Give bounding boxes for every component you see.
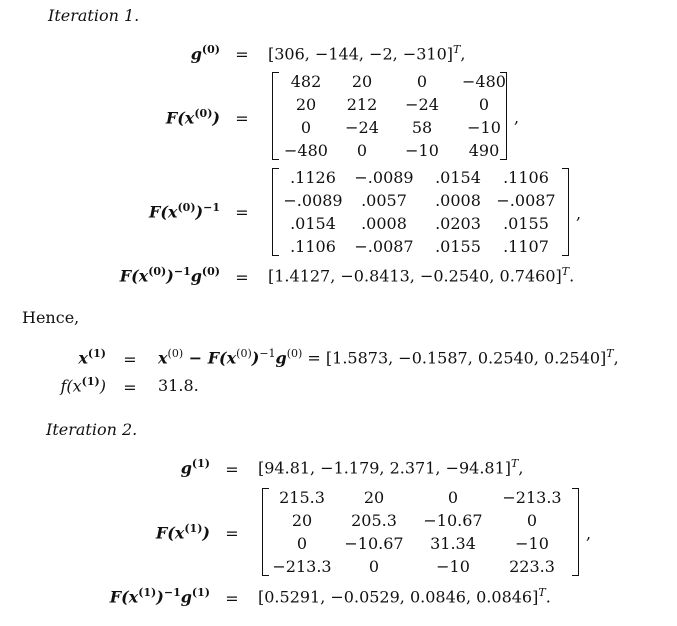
matrix-cell: .0057 [361,191,407,210]
matrix-cell: .0155 [435,237,481,256]
matrix-cell: 58 [411,118,433,137]
matrix-cell: −10 [436,557,470,576]
matrix-cell: 0 [478,95,490,114]
matrix-cell: −10 [515,534,549,553]
F1invg1-lhs: $F(x^{(1)})^{-1}g^{(1)}$ [109,586,210,607]
F0inv-trail: , [576,204,582,223]
matrix-row [280,189,558,212]
F1-left-bracket [262,488,269,576]
F0inv-matrix [280,166,558,258]
matrix-cell: 215.3 [279,488,325,507]
matrix-cell: .0203 [435,214,481,233]
matrix-cell: 31.34 [430,534,476,553]
matrix-cell: −10.67 [344,534,404,553]
matrix-row [270,486,572,509]
matrix-row [270,532,572,555]
F0invg0-value: [1.4127, −0.8413, −0.2540, 0.7460]$^T$. [268,265,575,286]
g0-value: [306, −144, −2, −310]$^T$, [268,43,466,64]
F0-equals: = [235,109,249,128]
matrix-cell: .0154 [290,214,336,233]
fx1-lhs: $f(x^{(1)})$ [60,375,106,396]
F1-equals: = [225,524,239,543]
matrix-cell: 0 [368,557,380,576]
F0-matrix [280,70,516,162]
x1-lhs: $x^{(1)}$ [78,347,106,368]
F0-right-bracket [500,72,507,160]
F1-trail: , [586,524,592,543]
F1-lhs: $F(x^{(1)})$ [155,522,210,543]
g1-equals: = [225,460,239,479]
matrix-cell: 0 [300,118,312,137]
F0invg0-lhs: $F(x^{(0)})^{-1}g^{(0)}$ [119,265,220,286]
iteration-2-heading: Iteration 2. [46,420,138,439]
matrix-cell: .1106 [503,168,549,187]
matrix-row [270,555,572,578]
matrix-cell: 205.3 [351,511,397,530]
F0inv-lhs: $F(x^{(0)})^{-1}$ [149,201,220,222]
matrix-cell: .0008 [361,214,407,233]
matrix-cell: .0008 [435,191,481,210]
matrix-cell: .0154 [435,168,481,187]
matrix-cell: −480 [284,141,328,160]
matrix-row [270,509,572,532]
matrix-cell: 0 [356,141,368,160]
F1-right-bracket [572,488,579,576]
matrix-cell: .1126 [290,168,336,187]
F0inv-left-bracket [272,168,279,256]
iteration-1-heading: Iteration 1. [48,6,140,25]
fx1-value: 31.8. [158,376,199,395]
matrix-row [280,235,558,258]
g1-lhs: $g^{(1)}$ [180,457,210,478]
matrix-cell: −24 [345,118,379,137]
F0inv-equals: = [235,203,249,222]
matrix-cell: −.0089 [283,191,343,210]
x1-equals: = [123,350,137,369]
matrix-row [280,116,516,139]
matrix-cell: −24 [405,95,439,114]
matrix-cell: .1106 [290,237,336,256]
matrix-cell: .1107 [503,237,549,256]
g1-value: [94.81, −1.179, 2.371, −94.81]$^T$, [258,457,524,478]
F1invg1-value: [0.5291, −0.0529, 0.0846, 0.0846]$^T$. [258,586,551,607]
matrix-cell: −.0089 [354,168,414,187]
fx1-equals: = [123,378,137,397]
matrix-cell: 212 [346,95,378,114]
matrix-cell: 0 [526,511,538,530]
matrix-row [280,93,516,116]
F0invg0-equals: = [235,268,249,287]
matrix-cell: −480 [462,72,506,91]
matrix-cell: 0 [447,488,459,507]
x1-value: $x^{(0)} - F(x^{(0)})^{-1}g^{(0)} = [1.5873$, −0.1587, 0.2540, 0.2540]$^T$, [158,347,619,368]
matrix-cell: −213.3 [502,488,562,507]
matrix-cell: 0 [296,534,308,553]
matrix-row [280,166,558,189]
F0-lhs: $F(x^{(0)})$ [165,107,220,128]
g0-lhs: $g^{(0)}$ [190,43,220,64]
matrix-cell: −10.67 [423,511,483,530]
matrix-cell: 20 [295,95,317,114]
matrix-row [280,212,558,235]
F1invg1-equals: = [225,589,239,608]
matrix-cell: 20 [363,488,385,507]
F0-trail: , [514,108,520,127]
hence-text: Hence, [22,308,80,327]
F0inv-right-bracket [562,168,569,256]
matrix-cell: 20 [291,511,313,530]
matrix-row [280,70,516,93]
matrix-cell: 482 [290,72,322,91]
matrix-cell: −.0087 [354,237,414,256]
F1-matrix [270,486,572,578]
g0-equals: = [235,45,249,64]
matrix-row [280,139,516,162]
matrix-cell: 0 [416,72,428,91]
F0-left-bracket [272,72,279,160]
matrix-cell: −10 [405,141,439,160]
matrix-cell: −.0087 [496,191,556,210]
matrix-cell: 223.3 [509,557,555,576]
matrix-cell: −10 [467,118,501,137]
matrix-cell: 490 [468,141,500,160]
matrix-cell: .0155 [503,214,549,233]
matrix-cell: −213.3 [272,557,332,576]
matrix-cell: 20 [351,72,373,91]
